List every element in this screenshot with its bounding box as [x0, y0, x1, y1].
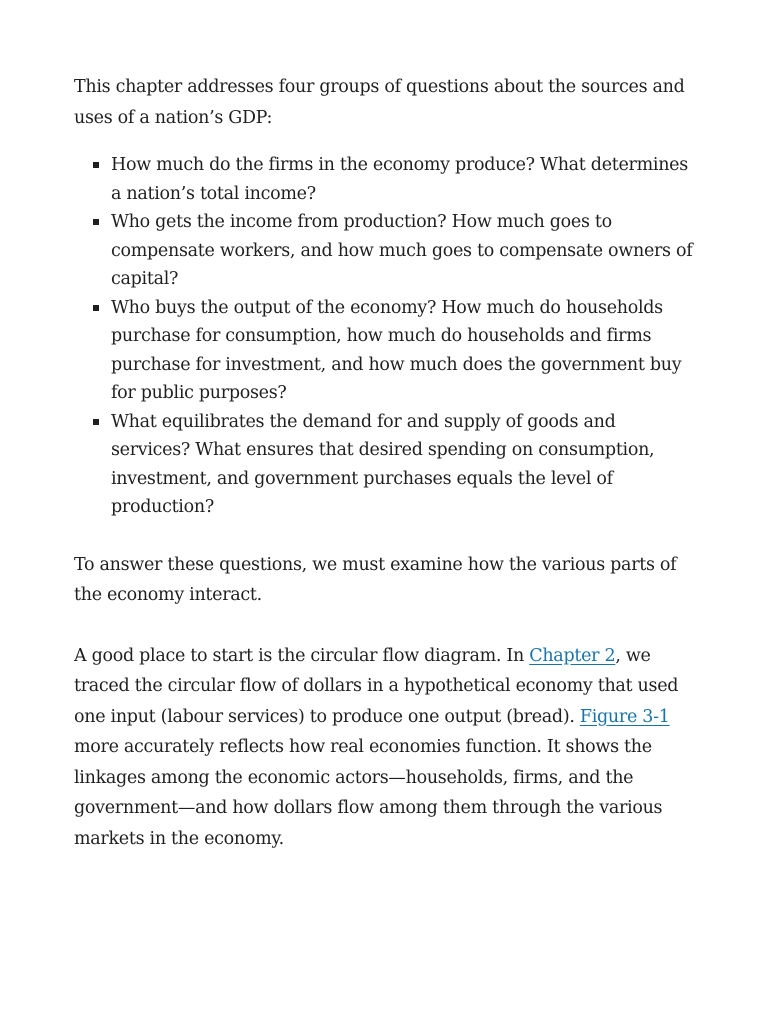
question-text: Who gets the income from production? How much goes to compensate workers, and how much goes to compensate owners of capital? — [111, 212, 693, 289]
square-bullet-icon — [93, 219, 99, 225]
paragraph-text: A good place to start is the circular flow diagram. In — [74, 645, 530, 666]
question-list — [74, 151, 698, 522]
transition-paragraph: To answer these questions, we must examine how the various parts of the economy interact. — [74, 554, 677, 605]
square-bullet-icon — [93, 162, 99, 168]
paragraph-text: , we traced the circular flow of dollars in a hypothetical economy that used one input (labour services) to produce one output (bread). — [74, 645, 679, 727]
list-item — [74, 294, 698, 408]
intro-paragraph: This chapter addresses four groups of questions about the sources and uses of a nation’s GDP: — [74, 77, 685, 128]
chapter-content — [74, 72, 698, 854]
list-item — [74, 408, 698, 522]
question-text: What equilibrates the demand for and supply of goods and services? What ensures that desired spending on consumption, investment, and government purchases equals the level of production? — [111, 411, 655, 517]
paragraph-text: more accurately reflects how real economies function. It shows the linkages among the economic actors—households, firms, and the government—and how dollars flow among them through the various markets in the economy. — [74, 737, 663, 849]
list-item — [74, 208, 698, 294]
list-item — [74, 151, 698, 208]
chapter-2-link[interactable]: Chapter 2 — [529, 645, 616, 666]
question-text: How much do the firms in the economy produce? What determines a nation’s total income? — [111, 155, 688, 204]
circular-flow-paragraph — [74, 641, 698, 855]
figure-3-1-link[interactable]: Figure 3-1 — [579, 706, 670, 727]
square-bullet-icon — [93, 419, 99, 425]
question-text: Who buys the output of the economy? How much do households purchase for consumption, how much do households and firms purchase for investment, and how much does the government buy for public purposes? — [111, 297, 682, 403]
square-bullet-icon — [93, 305, 99, 311]
